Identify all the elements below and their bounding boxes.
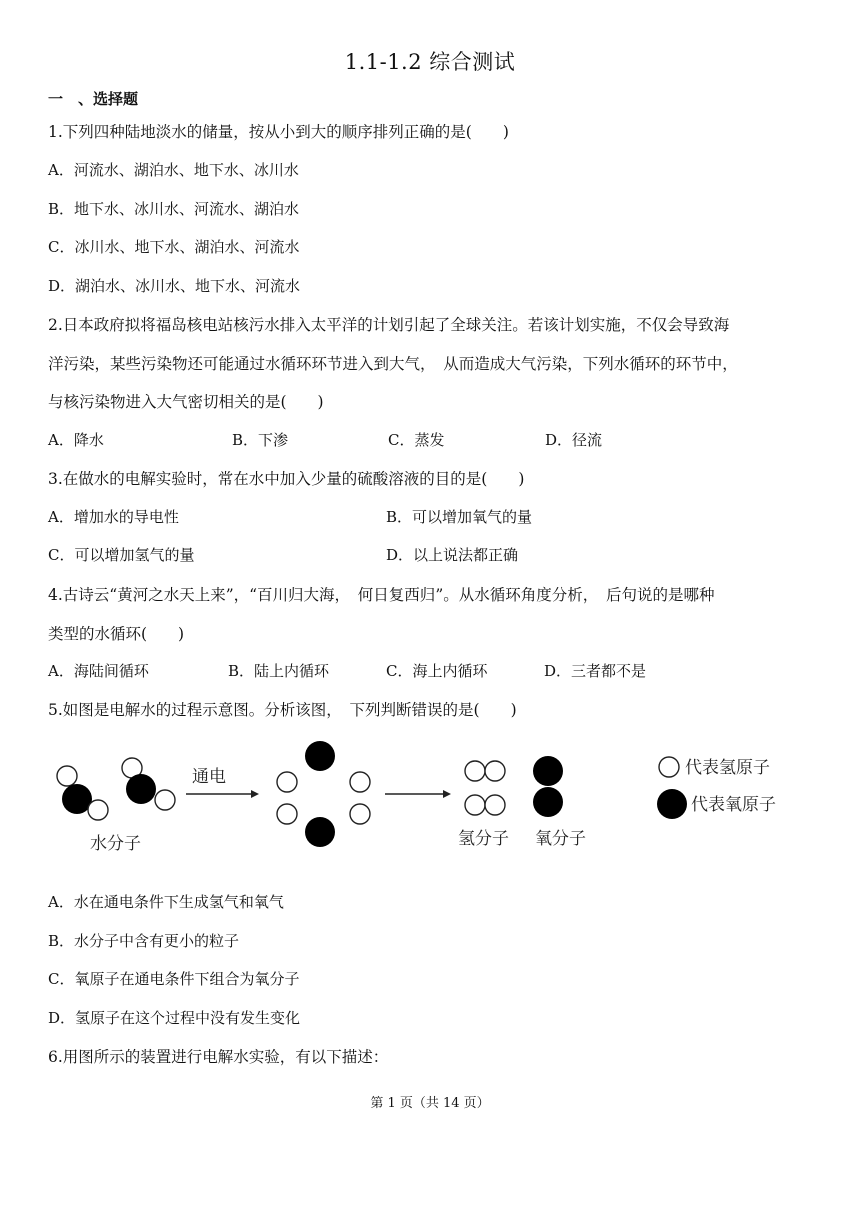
question-3-options-row-1 (48, 506, 808, 526)
question-2-option-b: B．下渗 (232, 431, 289, 449)
question-4-option-b: B．陆上内循环 (228, 662, 330, 680)
question-5-option-c: C．氧原子在通电条件下组合为氧分子 (48, 970, 300, 988)
oxygen-atom (305, 817, 335, 847)
page-footer: 第 1 页（共 14 页） (370, 1096, 490, 1111)
water-molecule-2 (122, 758, 175, 810)
label-water-molecule: 水分子 (90, 834, 141, 854)
question-2-stem-line-1: 2.日本政府拟将福岛核电站核污水排入太平洋的计划引起了全球关注。若该计划实施，不仅会导致海 (48, 316, 730, 334)
question-4-option-d: D．三者都不是 (544, 662, 647, 680)
hydrogen-atom (465, 795, 485, 815)
question-3-option-a: A．增加水的导电性 (48, 508, 179, 526)
oxygen-molecule (533, 756, 563, 817)
question-3-option-c: C．可以增加氢气的量 (48, 546, 195, 564)
oxygen-atom (126, 774, 156, 804)
question-2-stem-line-3: 与核污染物进入大气密切相关的是( ) (48, 393, 324, 411)
hydrogen-atom (485, 795, 505, 815)
arrow-1-head (251, 790, 259, 798)
hydrogen-atom (155, 790, 175, 810)
question-1-stem: 1.下列四种陆地淡水的储量，按从小到大的顺序排列正确的是( ) (48, 123, 509, 141)
separated-atoms (277, 741, 370, 847)
oxygen-atom (533, 756, 563, 786)
legend-hydrogen-label: 代表氢原子 (685, 758, 770, 778)
legend-oxygen-symbol (657, 789, 687, 819)
question-4-option-a: A．海陆间循环 (48, 662, 149, 680)
label-oxygen-molecule: 氧分子 (535, 829, 586, 849)
hydrogen-atom (350, 804, 370, 824)
question-3-option-b: B．可以增加氧气的量 (386, 508, 533, 526)
electrolysis-diagram (48, 732, 808, 862)
oxygen-atom (305, 741, 335, 771)
hydrogen-molecules (465, 761, 505, 815)
hydrogen-atom (350, 772, 370, 792)
hydrogen-atom (277, 772, 297, 792)
water-molecule-1 (57, 766, 108, 820)
oxygen-atom (533, 787, 563, 817)
question-2-option-c: C．蒸发 (388, 431, 445, 449)
arrow-2-head (443, 790, 451, 798)
question-5-stem: 5.如图是电解水的过程示意图。分析该图， 下列判断错误的是( ) (48, 701, 517, 719)
page-title: 1.1-1.2 综合测试 (344, 50, 516, 74)
question-2-options (48, 429, 808, 449)
hydrogen-atom (57, 766, 77, 786)
legend-oxygen-label: 代表氧原子 (691, 795, 776, 815)
question-5-option-b: B．水分子中含有更小的粒子 (48, 932, 240, 950)
hydrogen-atom (277, 804, 297, 824)
question-4-option-c: C．海上内循环 (386, 662, 488, 680)
label-electrify: 通电 (192, 767, 226, 787)
question-4-stem-line-1: 4.古诗云“黄河之水天上来”，“百川归大海， 何日复西归”。从水循环角度分析， 后句说的是哪种 (48, 586, 715, 604)
diagram-legend (657, 757, 776, 819)
section-heading: 一 、选择题 (48, 90, 139, 108)
question-4-stem-line-2: 类型的水循环( ) (48, 625, 185, 643)
question-5-option-d: D．氢原子在这个过程中没有发生变化 (48, 1009, 301, 1027)
question-2-option-a: A．降水 (48, 431, 104, 449)
question-1-option-b: B．地下水、冰川水、河流水、湖泊水 (48, 200, 300, 218)
question-1-option-a: A．河流水、湖泊水、地下水、冰川水 (48, 161, 299, 179)
hydrogen-atom (485, 761, 505, 781)
question-3-option-d: D．以上说法都正确 (386, 546, 519, 564)
question-1-option-c: C．冰川水、地下水、湖泊水、河流水 (48, 238, 300, 256)
question-3-stem: 3.在做水的电解实验时，常在水中加入少量的硫酸溶液的目的是( ) (48, 470, 525, 488)
question-2-option-d: D．径流 (545, 431, 603, 449)
question-2-stem-line-2: 洋污染，某些污染物还可能通过水循环环节进入到大气， 从而造成大气污染，下列水循环的环节中， (48, 355, 738, 373)
hydrogen-atom (465, 761, 485, 781)
question-3-options-row-2 (48, 544, 808, 564)
hydrogen-atom (88, 800, 108, 820)
legend-hydrogen-symbol (659, 757, 679, 777)
question-5-option-a: A．水在通电条件下生成氢气和氧气 (48, 893, 284, 911)
question-1-option-d: D．湖泊水、冰川水、地下水、河流水 (48, 277, 301, 295)
question-4-options (48, 660, 808, 680)
label-hydrogen-molecule: 氢分子 (458, 829, 509, 849)
question-6-stem: 6.用图所示的装置进行电解水实验，有以下描述： (48, 1048, 389, 1066)
